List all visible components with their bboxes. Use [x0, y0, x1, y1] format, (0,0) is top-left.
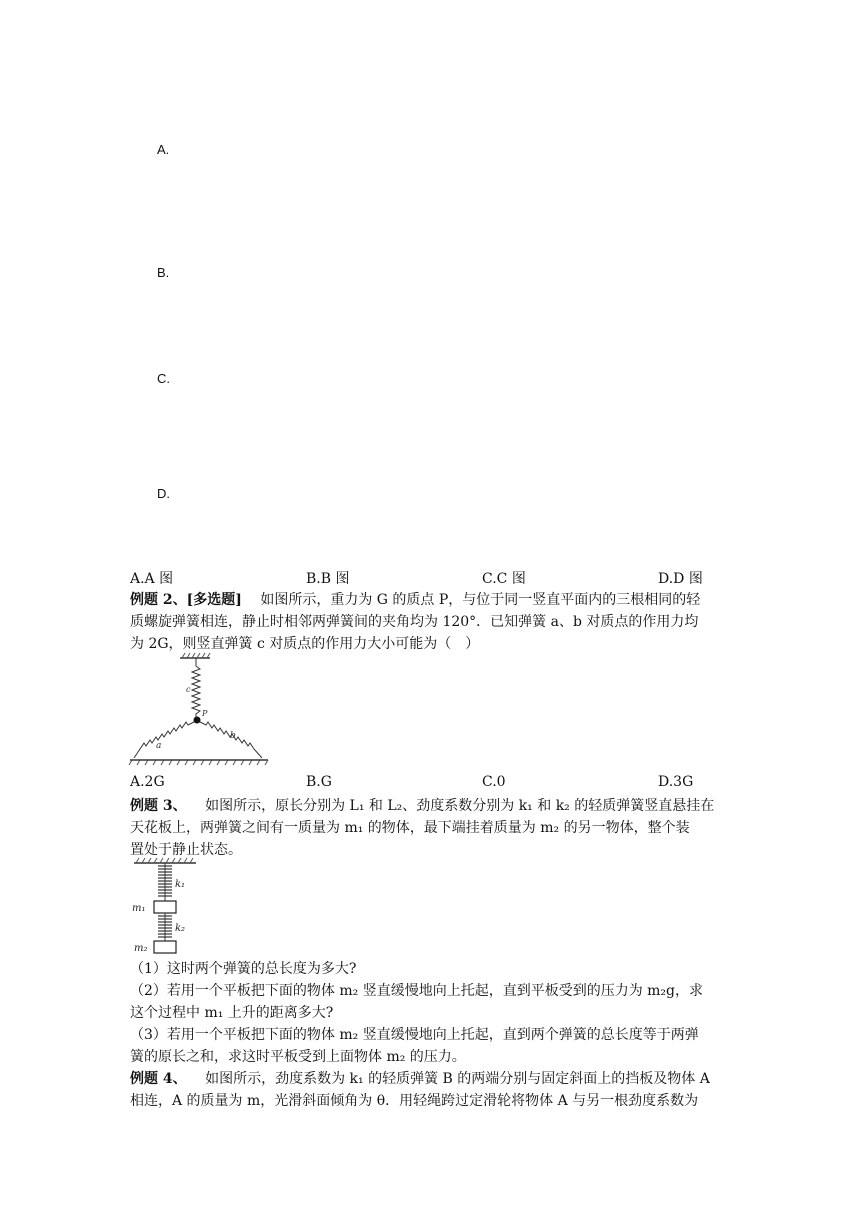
choice-c: C.C 图 [482, 571, 526, 587]
option-d-label: D. [157, 486, 170, 501]
option-b-label: B. [157, 265, 170, 280]
spring-triangle-figure [128, 652, 270, 768]
example-3-line-1 [130, 795, 714, 817]
label-k2: k₂ [175, 923, 186, 934]
example-4-line-1 [130, 1068, 710, 1090]
label-m2: m₂ [134, 943, 148, 954]
label-a: a [156, 741, 162, 751]
question-3-line-1: （3）若用一个平板把下面的物体 m₂ 竖直缓慢地向上托起，直到两个弹簧的总长度等于两弹 [130, 1027, 699, 1043]
choice-d: D.D 图 [658, 571, 703, 587]
choice-a: A.A 图 [130, 571, 174, 587]
example-3-text: 如图所示，原长分别为 L₁ 和 L₂、劲度系数分别为 k₁ 和 k₂ 的轻质弹簧竖直悬挂在 [205, 798, 715, 814]
ex2-choice-b: B.G [306, 774, 332, 790]
label-m1: m₁ [132, 903, 146, 914]
label-c: c [186, 685, 191, 694]
example-3-line-3: 置处于静止状态。 [130, 842, 242, 858]
example-2-line-1 [130, 589, 700, 611]
label-k1: k₁ [175, 879, 186, 890]
example-3-line-2: 天花板上，两弹簧之间有一质量为 m₁ 的物体，最下端挂着质量为 m₂ 的另一物体，整个装 [130, 820, 690, 836]
choice-b: B.B 图 [306, 571, 350, 587]
example-4-line-2: 相连，A 的质量为 m，光滑斜面倾角为 θ．用轻绳跨过定滑轮将物体 A 与另一根劲度系数为 [130, 1093, 699, 1109]
example-2-line-3: 为 2G，则竖直弹簧 c 对质点的作用力大小可能为（ ） [130, 636, 480, 652]
example-3-label: 例题 3、 [130, 798, 187, 814]
example-4-text: 如图所示，劲度系数为 k₁ 的轻质弹簧 B 的两端分别与固定斜面上的挡板及物体 A [205, 1071, 710, 1087]
ex2-choice-d: D.3G [658, 774, 694, 790]
option-a-label: A. [157, 142, 170, 157]
example-2-label: 例题 2、[多选题] [130, 592, 242, 608]
question-2-line-1: （2）若用一个平板把下面的物体 m₂ 竖直缓慢地向上托起，直到平板受到的压力为 m₂g，求 [130, 983, 703, 999]
question-2-line-2: 这个过程中 m₁ 上升的距离多大? [130, 1005, 334, 1021]
ex2-choice-a: A.2G [130, 774, 165, 790]
ex2-choice-c: C.0 [482, 774, 506, 790]
label-b: b [230, 731, 236, 741]
example-4-label: 例题 4、 [130, 1071, 187, 1087]
option-c-label: C. [157, 371, 170, 386]
example-2-line-2: 质螺旋弹簧相连，静止时相邻两弹簧间的夹角均为 120°．已知弹簧 a、b 对质点的作用力均 [130, 614, 699, 630]
question-3-line-2: 簧的原长之和，求这时平板受到上面物体 m₂ 的压力。 [130, 1049, 466, 1065]
label-p: P [202, 709, 208, 718]
example-2-text: 如图所示，重力为 G 的质点 P，与位于同一竖直平面内的三根相同的轻 [260, 592, 701, 608]
hanging-springs-figure [130, 857, 202, 957]
question-1: （1）这时两个弹簧的总长度为多大? [130, 961, 357, 977]
